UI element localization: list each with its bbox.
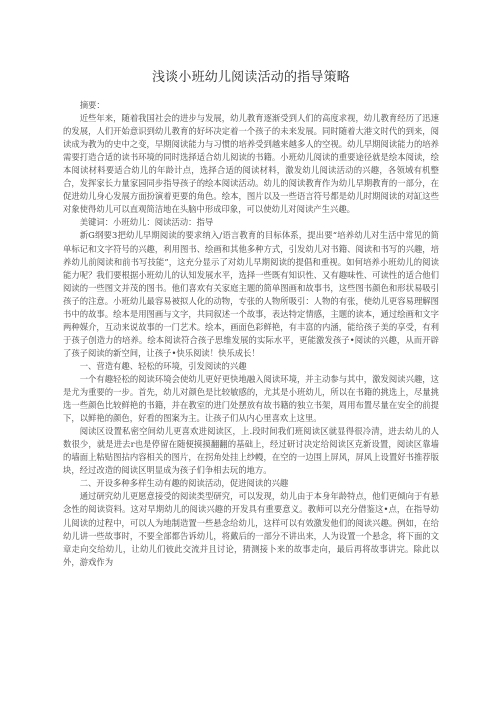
document-title: 浅谈小班幼儿阅读活动的指导策略 xyxy=(151,70,350,85)
body-paragraph: 一个有趣轻松的阅读环境会使幼儿更好更快地融入阅读环境，并主动参与其中，激发阅读兴趣，这是尤为重要的一步。首先，幼儿对颜色是比较敏感的，尤其是小班幼儿，所以在书籍的挑选上，尽量挑选一些颜色比较鲜艳的书籍，并在教室的进门处摆放有故书籍的独立书架，周用布置尽量在安全的前提下，以鲜艳的颜色，好看的图案为主。让孩子们从内心里喜欢上这里。 xyxy=(63,373,439,424)
abstract-paragraph: 近些年来，随着我国社会的进步与发展，幼儿教育逐渐受到人们的高度求视，幼儿教育经历了迅速的发展，人们开始意识到幼儿教育的好坏决定着一个孩子的未来发展。同时随着大港文时代的到来，阅读成为教为的史中之变，早期阅读能力与习惯的培养受到越来越多人的空视。幼儿早期阅读能力的培养需要打造合适的读书环境的同时选择适合幼儿阅读的书籍。小班幼儿阅读的重要途径就是绘本阅读，绘本阅读材料要适合幼儿的年龄计点，选择合适的阅读材料，激发幼儿阅读活动的兴趣，各领域有机整合，发挥家长力量家园同步指导孩子的绘本阅读活动。幼儿的阅读教育作为幼儿早期教育的一部分，在促进幼儿身心发展方面扮演着更要的角色。绘本，图片以及一些语言符号都是幼儿时期阅读的对缸这些对象使得幼儿可以直观简洁地在头脑中形成印象，可以使幼儿对阅读产生兴趣。 xyxy=(63,113,439,215)
body-paragraph: 阅读区设置私密空间幼儿更喜欢进阅读区，上.段时间我们班阅读区就显得很冷清，进去幼儿的人数很少，就是进去r也是停留在随便摸摸翻翻的基础上，经过研讨决定给阅读区克新设置，阅读区靠墙的墙面上粘贴图拈内容相关的图片，在拐角处挂上纱幔，在空的一边围上屏风，屏风上设置好书推荐版块，经过改造的阅读区明显成为孩子们争相去玩的地方。 xyxy=(63,426,439,476)
abstract-label: 摘要： xyxy=(79,100,105,110)
section-heading: 一、营造有趣、轻松的环境，引发阅读的兴趣 xyxy=(79,360,247,371)
body-paragraph: 通过研究幼儿更愿意接受的阅读类型研究，可以发现，幼儿由于本身年龄特点，他们更倾向于有悬念性的阅读资料。这对早期幼儿的阅读兴趣的开发具有重要意义。教师可以充分借鉴这•点，在指导幼儿阅读的过程中，可以人为地制造置一些悬念给幼儿，这样可以有效激发他们的阅读兴趣。例如，在给幼儿讲一些故事时，不要全部都告诉幼儿，将戴后的一部分不讲出来，人为设置一个悬念，将下面的文章走向交给幼儿，让幼儿们彼此交流并且讨论，猜测接卜来的故事走向，最后再将故事讲完。除此以外，游戏作为 xyxy=(63,491,439,567)
body-paragraph: 新G纲要3把幼儿早期阅读的要求纳入/语言教育的目标体系，提出要“培养幼儿对生活中常见的简单标记和文字符号的兴趣，利用图书、绘画和其他多种方式，引发幼儿对书籍、阅读和书写的兴趣，培养幼儿前阅读和前书写技能”，这充分显示了对幼儿早期阅读的提倡和重视。如何培养小班幼儿的阅读能力呢？我们要根据小班幼儿的认知发展水平，选择一些既有知识性、又有趣味性、可读性的适合他们阅读的一些图文并茂的图书。他们喜欢有关家庭主题的简单图画和故事书，这些图书颜色和形状易吸引孩子的注意。小班幼儿最容易被拟人化的动物，专张的人物所吸引：人物的有张，使幼儿更容易理解图书中的故事。绘本是用图画与文字，共同叙述一个故事，表达特定情感，主题的读本，通过绘画和文字两种媒介，互动来说故事的一门艺术。绘本，画面色彩鲜艳，有丰富的内涵，能给孩子美的享受，有利于孩子创造力的培养。绘本阅读符合孩子思维发展的实际水平，更能激发孩子•阅读的兴趣，从而开辟了孩子阅读的新空间，让孩子•快乐阅读！快乐成长！ xyxy=(63,230,439,358)
keywords-line: 美键词：小班幼儿：阅读活动：指导 xyxy=(79,217,214,228)
document-body xyxy=(63,99,439,569)
section-heading: 二、开设多种多样生动有趣的阅读活动，促进阅读的兴趣 xyxy=(79,478,289,489)
